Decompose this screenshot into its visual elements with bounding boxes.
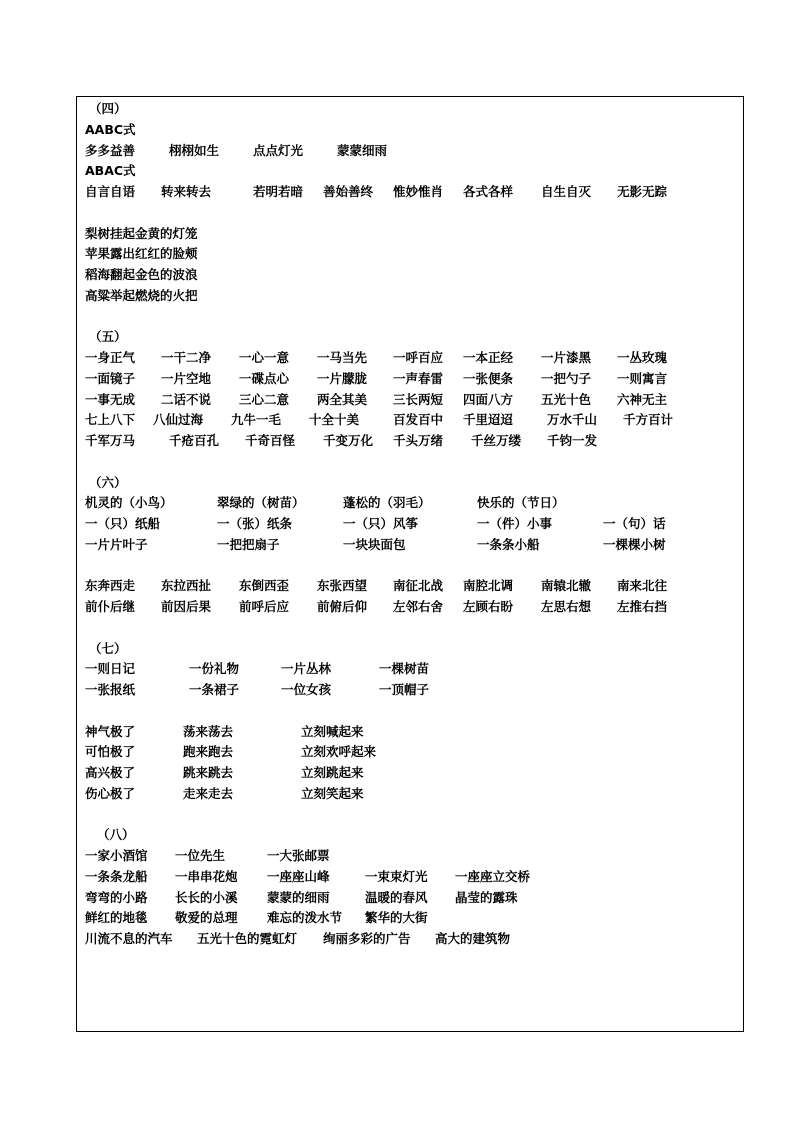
word-item: 南来北往: [617, 578, 668, 594]
text-line: [85, 473, 739, 494]
word-item: 东拉西扯: [161, 578, 212, 594]
word-item: 弯弯的小路: [85, 889, 148, 905]
word-item: 东张西望: [317, 578, 368, 594]
word-item: 千里迢迢: [463, 412, 514, 428]
word-item: 一片朦胧: [317, 370, 368, 386]
word-item: 一事无成: [85, 391, 136, 407]
word-item: 一顶帽子: [379, 682, 430, 697]
text-line: [85, 742, 739, 763]
word-item: （五）: [89, 329, 127, 345]
word-item: 一则日记: [85, 661, 136, 677]
word-item: 一条裙子: [189, 682, 240, 697]
word-item: 敬爱的总理: [175, 910, 238, 926]
word-item: 九牛一毛: [231, 412, 282, 428]
text-line: [85, 390, 739, 411]
word-item: 一棵树苗: [379, 661, 430, 677]
text-line: [85, 514, 739, 535]
text-line: [85, 639, 739, 660]
text-line: [85, 265, 739, 286]
word-item: 绚丽多彩的广告: [323, 931, 411, 946]
word-item: 左邻右舍: [393, 599, 444, 614]
word-item: 左思右想: [541, 599, 592, 614]
word-item: 千头万绪: [393, 433, 444, 448]
text-line: [85, 784, 739, 805]
word-item: 一张报纸: [85, 682, 136, 697]
word-item: 万水千山: [547, 412, 598, 428]
word-item: 自生自灭: [541, 184, 592, 199]
word-item: 八仙过海: [153, 412, 204, 428]
word-item: 前呼后应: [239, 599, 290, 614]
word-item: 快乐的（节日）: [477, 495, 565, 511]
word-item: 三心二意: [239, 391, 290, 407]
word-item: 一（只）风筝: [343, 516, 419, 531]
word-item: 跑来跑去: [183, 744, 234, 760]
word-item: 蒙蒙细雨: [337, 142, 388, 158]
word-item: 一身正气: [85, 350, 136, 365]
word-item: 一干二净: [161, 350, 212, 365]
answer-box: [76, 96, 744, 1032]
word-item: 千军万马: [85, 433, 136, 448]
text-line: [85, 597, 739, 618]
word-item: 前因后果: [161, 599, 212, 614]
word-item: 一束束灯光: [365, 868, 428, 884]
blank-line: [85, 307, 739, 328]
word-item: 百发百中: [393, 412, 444, 428]
text-line: [85, 431, 739, 452]
text-line: [85, 535, 739, 556]
word-item: 两全其美: [317, 391, 368, 407]
word-item: 一片片叶子: [85, 536, 148, 552]
word-item: 翠绿的（树苗）: [217, 495, 305, 511]
word-item: 一（件）小事: [477, 516, 553, 531]
word-item: 一把勺子: [541, 370, 592, 386]
word-item: 繁华的大街: [365, 910, 428, 926]
word-item: 走来走去: [183, 785, 234, 801]
word-item: 一（句）话: [603, 516, 666, 531]
text-line: [85, 120, 739, 141]
text-line: [85, 224, 739, 245]
blank-line: [85, 203, 739, 224]
word-item: 高大的建筑物: [435, 931, 511, 946]
word-item: 立刻跳起来: [301, 765, 364, 780]
word-item: 一声春雷: [393, 370, 444, 386]
word-item: 六神无主: [617, 391, 668, 407]
word-item: 点点灯光: [253, 142, 304, 158]
text-line: [85, 327, 739, 348]
word-item: 一座座立交桥: [455, 868, 531, 884]
text-line: [85, 929, 739, 950]
answer-content: [85, 99, 739, 950]
text-line: [85, 141, 739, 162]
text-line: [85, 680, 739, 701]
word-item: 一片漆黑: [541, 350, 592, 365]
word-item: 晶莹的露珠: [455, 889, 518, 905]
word-item: 一位女孩: [281, 682, 332, 697]
word-item: 一把把扇子: [217, 536, 280, 552]
word-item: （六）: [89, 474, 127, 490]
word-item: 一面镜子: [85, 370, 136, 386]
blank-line: [85, 701, 739, 722]
word-item: 十全十美: [309, 412, 360, 428]
word-item: 善始善终: [323, 184, 374, 199]
word-item: AABC式: [85, 121, 136, 137]
word-item: 可怕极了: [85, 744, 136, 760]
word-item: 温暖的春风: [365, 889, 428, 905]
text-line: [85, 493, 739, 514]
word-item: 神气极了: [85, 723, 136, 739]
text-line: [85, 576, 739, 597]
word-item: 一片丛林: [281, 661, 332, 677]
word-item: 南征北战: [393, 578, 444, 594]
blank-line: [85, 452, 739, 473]
blank-line: [85, 618, 739, 639]
word-item: 千奇百怪: [245, 433, 296, 448]
word-item: 东奔西走: [85, 578, 136, 594]
word-item: 高兴极了: [85, 765, 136, 780]
word-item: 机灵的（小鸟）: [85, 495, 173, 511]
word-item: 跳来跳去: [183, 765, 234, 780]
word-item: 一则寓言: [617, 370, 668, 386]
word-item: 一座座山峰: [267, 868, 330, 884]
word-item: 左推右挡: [617, 599, 668, 614]
word-item: 一块块面包: [343, 536, 406, 552]
word-item: 一呼百应: [393, 350, 444, 365]
word-item: 梨树挂起金黄的灯笼: [85, 225, 198, 241]
text-line: [85, 286, 739, 307]
word-item: 千疮百孔: [169, 433, 220, 448]
text-line: [85, 161, 739, 182]
text-line: [85, 888, 739, 909]
word-item: 五光十色: [541, 391, 592, 407]
word-item: 无影无踪: [617, 184, 668, 199]
word-item: 南辕北辙: [541, 578, 592, 594]
text-line: [85, 722, 739, 743]
text-line: [85, 908, 739, 929]
word-item: 伤心极了: [85, 785, 136, 801]
word-item: 一串串花炮: [175, 868, 238, 884]
word-item: 川流不息的汽车: [85, 931, 173, 946]
word-item: 高粱举起燃烧的火把: [85, 287, 198, 303]
word-item: 一马当先: [317, 350, 368, 365]
word-item: 蒙蒙的细雨: [267, 889, 330, 905]
word-item: ABAC式: [85, 163, 136, 179]
word-item: 自言自语: [85, 184, 136, 199]
word-item: 一心一意: [239, 350, 290, 365]
word-item: 难忘的泼水节: [267, 910, 343, 926]
word-item: 稻海翻起金色的波浪: [85, 267, 198, 282]
word-item: 多多益善: [85, 142, 136, 158]
word-item: 四面八方: [463, 391, 514, 407]
blank-line: [85, 805, 739, 826]
text-line: [85, 846, 739, 867]
word-item: 七上八下: [85, 412, 136, 428]
word-item: 惟妙惟肖: [393, 184, 444, 199]
word-item: 五光十色的霓虹灯: [197, 931, 298, 946]
word-item: 一份礼物: [189, 661, 240, 677]
text-line: [85, 182, 739, 203]
text-line: [85, 825, 739, 846]
word-item: 转来转去: [161, 184, 212, 199]
word-item: 立刻欢呼起来: [301, 744, 377, 760]
word-item: 一（张）纸条: [217, 516, 293, 531]
word-item: 一（只）纸船: [85, 516, 161, 531]
word-item: 一本正经: [463, 350, 514, 365]
word-item: 一条条小船: [477, 536, 540, 552]
word-item: （七）: [89, 640, 127, 656]
word-item: 荡来荡去: [183, 723, 234, 739]
word-item: 二话不说: [161, 391, 212, 407]
word-item: 蓬松的（羽毛）: [343, 495, 431, 511]
word-item: 一张便条: [463, 370, 514, 386]
word-item: 千方百计: [623, 412, 674, 428]
word-item: 一位先生: [175, 848, 226, 863]
word-item: 一条条龙船: [85, 868, 148, 884]
word-item: 栩栩如生: [169, 142, 220, 158]
text-line: [85, 867, 739, 888]
word-item: 东倒西歪: [239, 578, 290, 594]
word-item: 鲜红的地毯: [85, 910, 148, 926]
text-line: [85, 99, 739, 120]
word-item: 苹果露出红红的脸颊: [85, 246, 198, 262]
text-line: [85, 763, 739, 784]
word-item: 前俯后仰: [317, 599, 368, 614]
word-item: 一碟点心: [239, 370, 290, 386]
text-line: [85, 659, 739, 680]
word-item: 各式各样: [463, 184, 514, 199]
word-item: 一棵棵小树: [603, 536, 666, 552]
word-item: 千变万化: [323, 433, 374, 448]
word-item: 一片空地: [161, 370, 212, 386]
blank-line: [85, 556, 739, 577]
word-item: 立刻笑起来: [301, 785, 364, 801]
text-line: [85, 244, 739, 265]
word-item: 若明若暗: [253, 184, 304, 199]
word-item: （八）: [97, 827, 135, 843]
text-line: [85, 348, 739, 369]
word-item: 一丛玫瑰: [617, 350, 668, 365]
text-line: [85, 369, 739, 390]
word-item: 前仆后继: [85, 599, 136, 614]
word-item: 一家小酒馆: [85, 848, 148, 863]
word-item: 三长两短: [393, 391, 444, 407]
word-item: 千钧一发: [547, 433, 598, 448]
word-item: （四）: [89, 101, 127, 116]
word-item: 千丝万缕: [471, 433, 522, 448]
text-line: [85, 410, 739, 431]
word-item: 一大张邮票: [267, 848, 330, 863]
word-item: 左顾右盼: [463, 599, 514, 614]
word-item: 长长的小溪: [175, 889, 238, 905]
word-item: 南腔北调: [463, 578, 514, 594]
word-item: 立刻喊起来: [301, 723, 364, 739]
